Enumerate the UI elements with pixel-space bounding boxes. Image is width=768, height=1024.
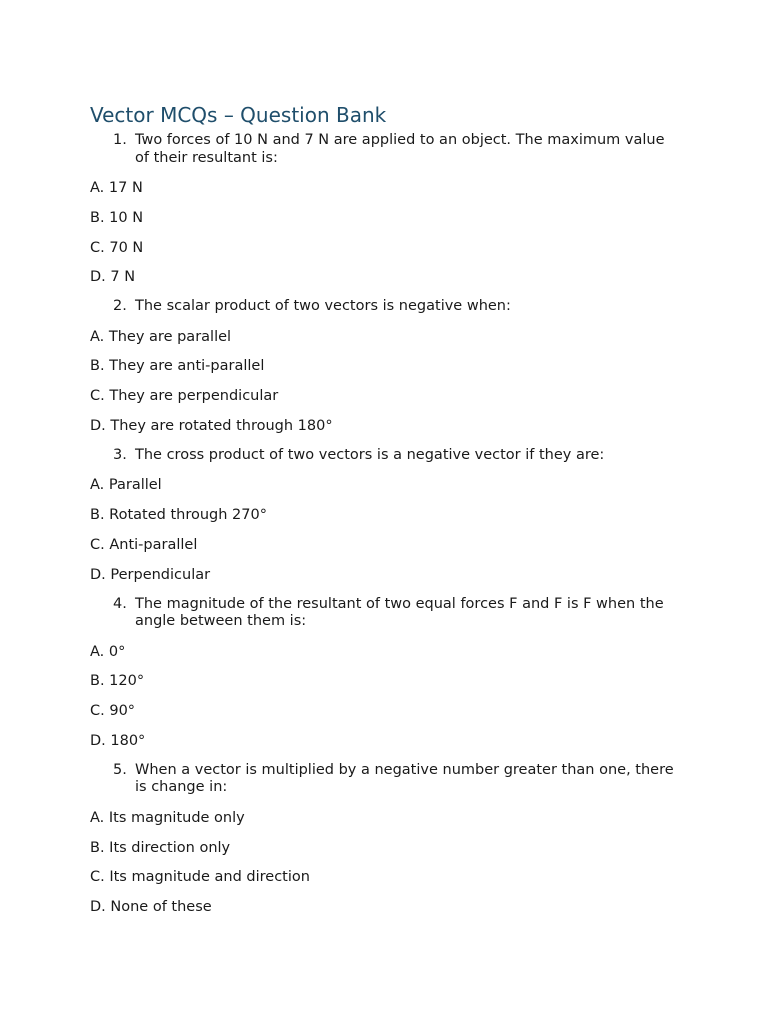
option-c: C. 90° xyxy=(90,703,136,720)
question-number: 5. xyxy=(113,761,127,778)
question-4 xyxy=(90,596,680,631)
question-2 xyxy=(90,298,680,316)
question-1 xyxy=(90,132,680,167)
question-text: Two forces of 10 N and 7 N are applied to an object. The maximum value of their resultant is: xyxy=(135,132,665,166)
question-number: 3. xyxy=(113,446,127,463)
option-a: A. They are parallel xyxy=(90,328,232,345)
option-b: B. They are anti-parallel xyxy=(90,358,265,375)
option-d: D. 180° xyxy=(90,732,146,749)
option-b: B. Rotated through 270° xyxy=(90,507,267,524)
option-a: A. Parallel xyxy=(90,477,162,494)
option-a: A. 17 N xyxy=(90,180,143,196)
question-number: 4. xyxy=(113,595,127,612)
option-c: C. Its magnitude and direction xyxy=(90,869,310,886)
question-number: 1. xyxy=(113,132,127,148)
question-bank xyxy=(90,102,680,928)
option-d: D. They are rotated through 180° xyxy=(90,418,333,435)
option-c: C. 70 N xyxy=(90,239,144,256)
question-text: When a vector is multiplied by a negative number greater than one, there is change in: xyxy=(135,761,674,796)
option-c: C. Anti-parallel xyxy=(90,536,198,553)
option-d: D. None of these xyxy=(90,899,212,916)
document-title: Vector MCQs – Question Bank xyxy=(90,103,387,127)
question-text: The magnitude of the resultant of two equal forces F and F is F when the angle between them is: xyxy=(135,595,664,630)
question-5 xyxy=(90,762,680,797)
question-number: 2. xyxy=(113,298,127,315)
option-b: B. Its direction only xyxy=(90,839,231,856)
question-text: The scalar product of two vectors is negative when: xyxy=(135,298,511,315)
question-3 xyxy=(90,447,680,465)
question-text: The cross product of two vectors is a negative vector if they are: xyxy=(135,446,605,463)
option-c: C. They are perpendicular xyxy=(90,388,279,405)
option-a: A. Its magnitude only xyxy=(90,809,245,826)
option-d: D. Perpendicular xyxy=(90,566,211,583)
option-d: D. 7 N xyxy=(90,269,136,286)
option-b: B. 120° xyxy=(90,673,145,690)
option-a: A. 0° xyxy=(90,643,126,660)
option-b: B. 10 N xyxy=(90,209,144,226)
